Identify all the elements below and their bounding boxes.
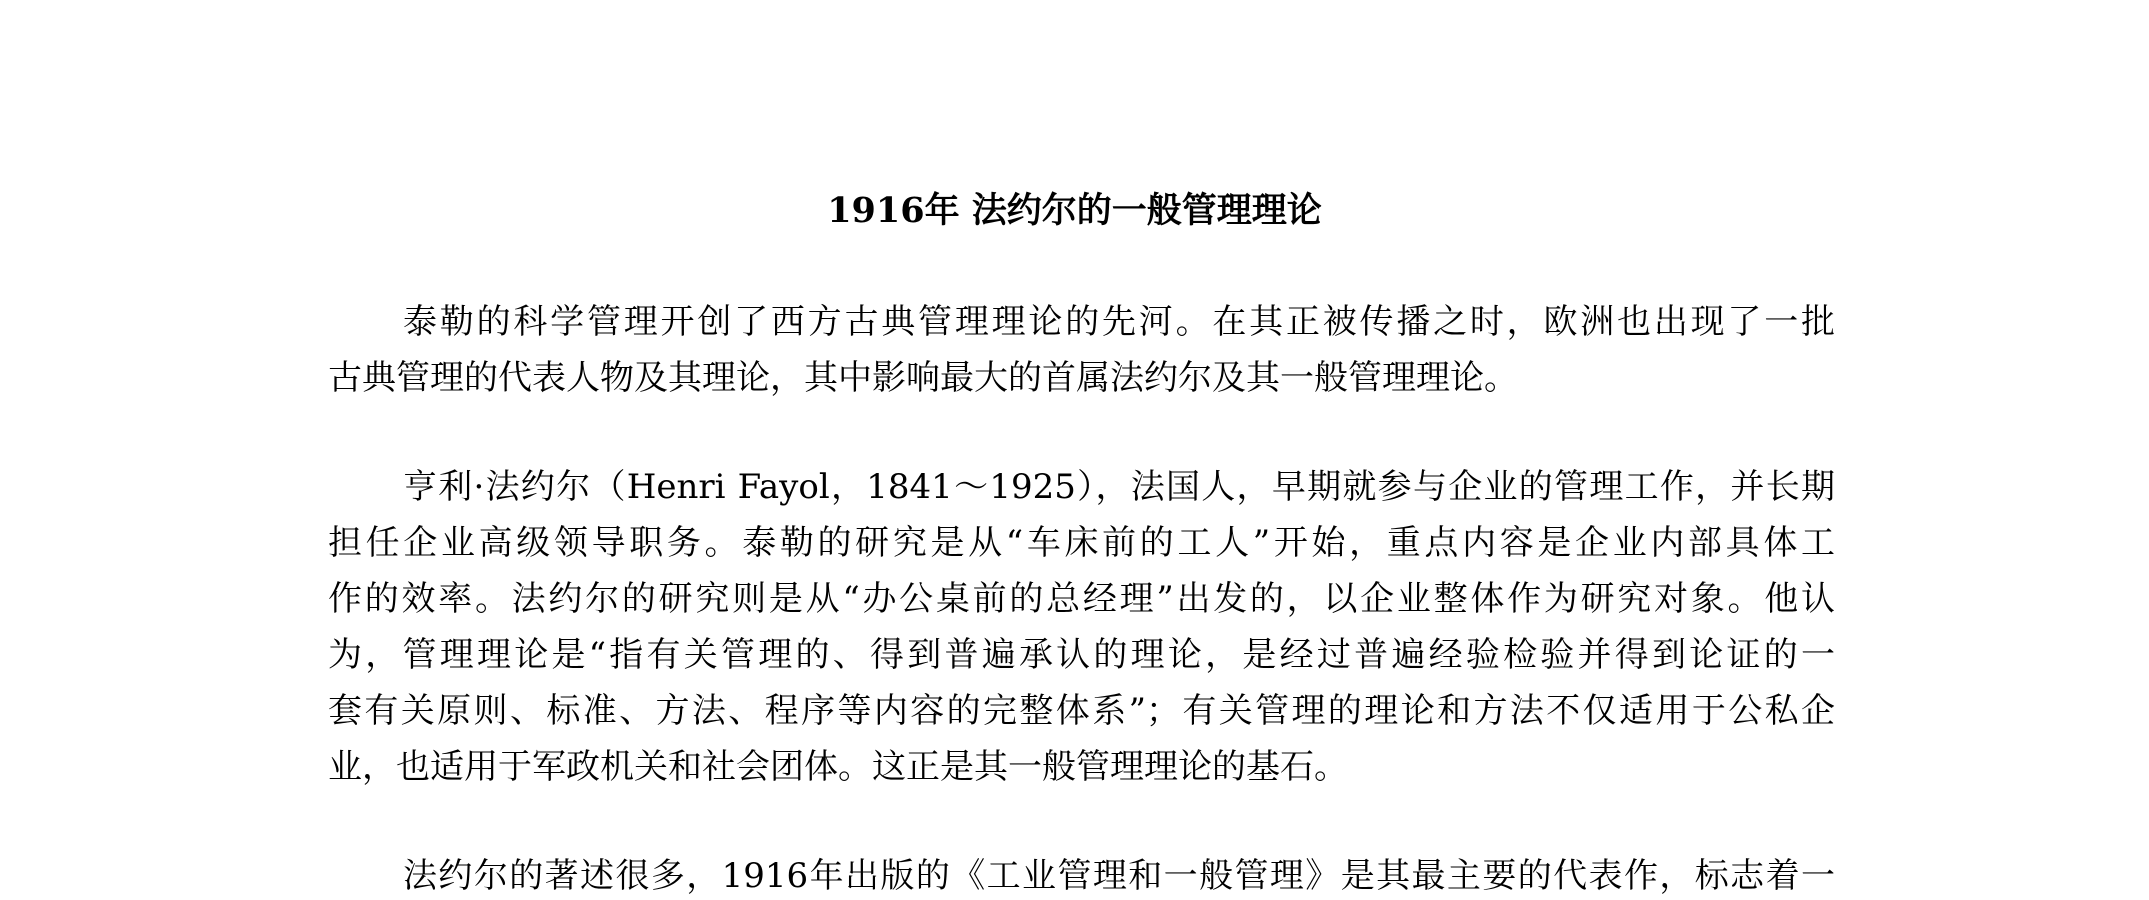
paragraph-3-line-1: 法约尔的著述很多，1916年出版的《工业管理和一般管理》是其最主要的代表作，标志着一 <box>403 856 1835 896</box>
paragraph-2-line-3: 作的效率。法约尔的研究则是从“办公桌前的总经理”出发的，以企业整体作为研究对象。他认 <box>328 579 1835 619</box>
paragraph-1-line-2: 古典管理的代表人物及其理论，其中影响最大的首属法约尔及其一般管理理论。 <box>328 358 1518 398</box>
paragraph-2-line-2: 担任企业高级领导职务。泰勒的研究是从“车床前的工人”开始，重点内容是企业内部具体工 <box>328 523 1835 563</box>
paragraph-2-line-1: 亨利·法约尔（Henri Fayol，1841～1925），法国人，早期就参与企业的管理工作，并长期 <box>403 467 1835 507</box>
paragraph-2-line-4: 为，管理理论是“指有关管理的、得到普遍承认的理论，是经过普遍经验检验并得到论证的一 <box>328 635 1835 675</box>
paragraph-2-line-5: 套有关原则、标准、方法、程序等内容的完整体系”；有关管理的理论和方法不仅适用于公私企 <box>328 691 1835 731</box>
paragraph-1-line-1: 泰勒的科学管理开创了西方古典管理理论的先河。在其正被传播之时，欧洲也出现了一批 <box>403 302 1835 342</box>
paragraph-2-line-6: 业，也适用于军政机关和社会团体。这正是其一般管理理论的基石。 <box>328 747 1348 787</box>
document-title: 1916年 法约尔的一般管理理论 <box>827 190 1322 231</box>
